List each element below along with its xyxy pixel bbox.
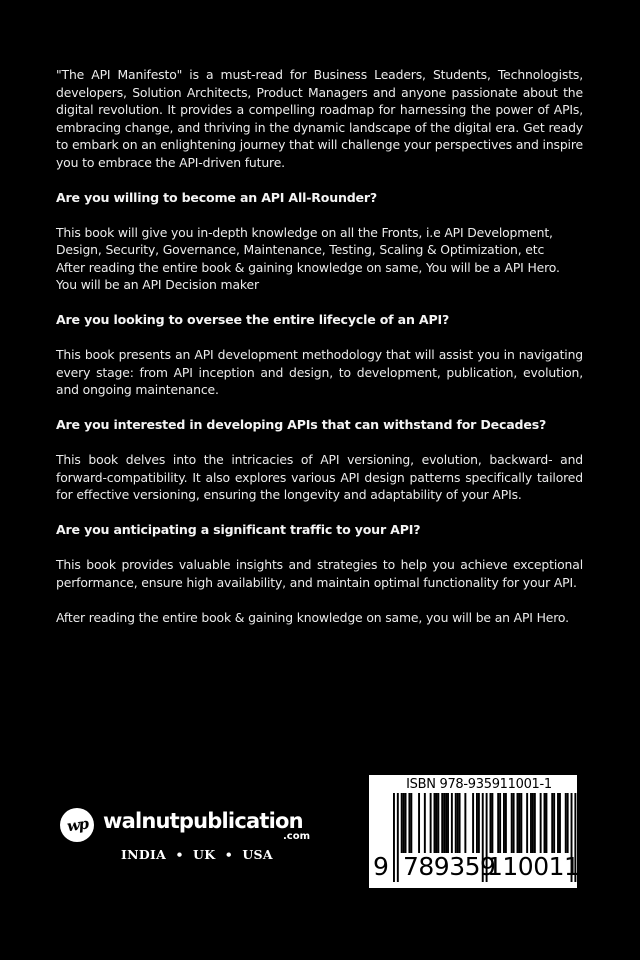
barcode-bar — [544, 793, 546, 853]
barcode-bar — [511, 793, 513, 853]
barcode-bar — [410, 793, 412, 853]
barcode-bar — [451, 793, 453, 853]
barcode-bar — [505, 793, 507, 853]
barcode-bar — [403, 793, 405, 853]
barcode-bar — [424, 793, 426, 853]
barcode-bar — [408, 793, 410, 853]
barcode-bar — [434, 793, 436, 853]
barcode-digit-group-1: 789359 — [403, 852, 496, 881]
publisher-regions: INDIA • UK • USA — [121, 847, 273, 862]
barcode-bar — [545, 793, 547, 853]
barcode-bar — [553, 793, 555, 853]
barcode-bar — [520, 793, 522, 853]
back-cover-text — [56, 66, 583, 644]
barcode-bar — [490, 793, 492, 853]
barcode-bar — [457, 793, 459, 853]
barcode-bar — [447, 793, 449, 853]
barcode-bar — [513, 793, 515, 853]
barcode-bar — [443, 793, 445, 853]
isbn-barcode — [369, 775, 580, 888]
barcode-bar — [540, 793, 542, 853]
barcode-bar — [430, 793, 432, 853]
barcode-bar — [503, 793, 505, 853]
barcode-bar — [557, 793, 559, 853]
barcode-digit-group-2: 110011 — [487, 852, 580, 881]
barcode-bar — [459, 793, 461, 853]
barcode-bar — [476, 793, 478, 853]
barcode-bar — [397, 793, 399, 882]
barcode-bar — [532, 793, 534, 853]
publisher-logo-icon — [60, 808, 94, 842]
body-line: This book will give you in-depth knowledge on all the Fronts, i.e API Development, — [56, 224, 553, 240]
barcode-bar — [517, 793, 519, 853]
section-body-lifecycle: This book presents an API development methodology that will assist you in navigating every stage: from API inception and design, to development, publication, evolution, and ongoing maintenance. — [56, 347, 583, 397]
isbn-label: ISBN 978-935911001-1 — [406, 777, 552, 792]
section-body-all-rounder — [56, 224, 583, 294]
body-line: Design, Security, Governance, Maintenance, Testing, Scaling & Optimization, etc — [56, 242, 545, 257]
barcode-bar — [567, 793, 569, 853]
barcode-bar — [559, 793, 561, 853]
barcode-bar — [534, 793, 536, 853]
barcode-bar — [393, 793, 395, 882]
barcode-bar — [418, 793, 420, 853]
barcode-bar — [551, 793, 553, 853]
barcode-bar — [472, 793, 474, 853]
section-heading-all-rounder: Are you willing to become an API All-Rounder? — [56, 189, 377, 205]
barcode-bar — [499, 793, 501, 853]
barcode-bar — [455, 793, 457, 853]
barcode-bar — [526, 793, 528, 853]
publisher-domain-suffix: .com — [283, 831, 311, 842]
intro-paragraph: "The API Manifesto" is a must-read for Business Leaders, Students, Technologists, developers, Solution Architects, Product Managers and anyone passionate about the digital revolution. It provides a compelling roadmap for harnessing the power of APIs, embracing change, and thriving in the dynamic landscape of the digital era. Get ready to embark on an enlightening journey that will challenge your perspectives and inspire you to embrace the API-driven future. — [56, 67, 583, 170]
body-line: You will be an API Decision maker — [56, 277, 259, 292]
section-body-decades: This book delves into the intricacies of API versioning, evolution, backward- and forward-compatibility. It also explores various API design patterns specifically tailored for effective versioning, ensuring the longevity and adaptability of your APIs. — [56, 452, 583, 502]
barcode-bar — [405, 793, 407, 853]
barcode-bar — [565, 793, 567, 853]
barcode-bar — [464, 793, 466, 853]
section-heading-lifecycle: Are you looking to oversee the entire lifecycle of an API? — [56, 312, 450, 327]
section-body-traffic: This book provides valuable insights and strategies to help you achieve exceptional performance, ensure high availability, and maintain optimal functionality for your API. — [56, 557, 583, 590]
section-heading-traffic: Are you anticipating a significant traffic to your API? — [56, 522, 421, 537]
barcode-bar — [445, 793, 447, 853]
closing-paragraph: After reading the entire book & gaining knowledge on same, you will be an API Hero. — [56, 609, 569, 625]
barcode-bar — [518, 793, 520, 853]
barcode-bar — [497, 793, 499, 853]
barcode-bar — [441, 793, 443, 853]
barcode-digit-lead: 9 — [373, 852, 389, 881]
barcode-bar — [491, 793, 493, 853]
section-heading-decades: Are you interested in developing APIs that can withstand for Decades? — [56, 417, 547, 432]
barcode-bar — [435, 793, 437, 853]
barcode-bar — [478, 793, 480, 853]
publisher-name: walnutpublication — [103, 809, 303, 833]
body-line: After reading the entire book & gaining knowledge on same, You will be a API Hero. — [56, 259, 560, 275]
logo-monogram: wp — [65, 814, 89, 836]
barcode-bar — [530, 793, 532, 853]
barcode-bar — [401, 793, 403, 853]
barcode-bar — [437, 793, 439, 853]
